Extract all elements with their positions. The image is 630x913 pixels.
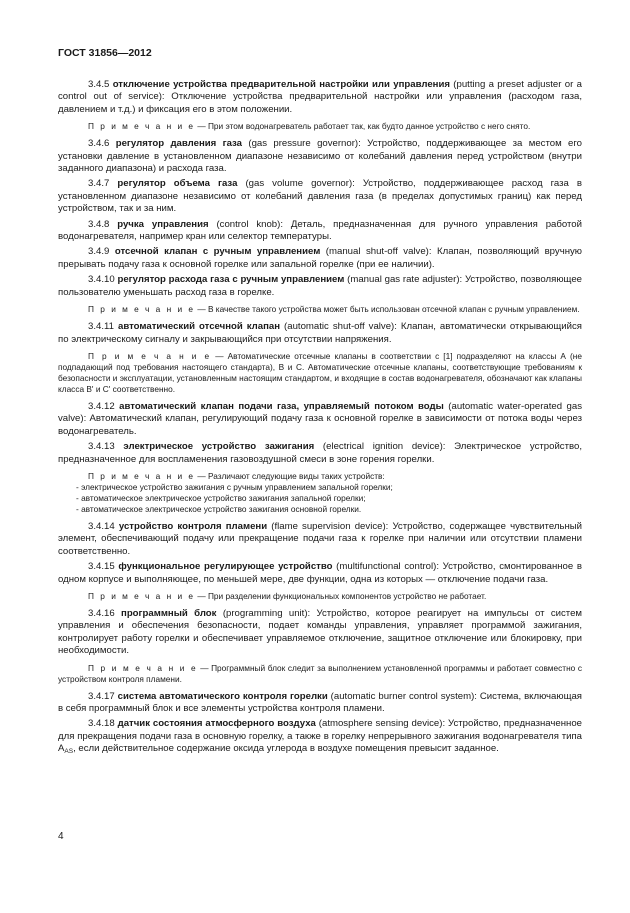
clause-number: 3.4.9 [88, 246, 110, 258]
note-text: — Программный блок следит за выполнением установленной программы и работает совместно с устройством контроля пламени. [58, 662, 582, 684]
clause-number: 3.4.16 [88, 607, 115, 619]
clause-text: (multifunctional control): Устройство, смонтированное в одном корпусе и выполняющее, по меньшей мере, две функции, одна из которых — отключение подачи газа. [58, 561, 582, 585]
list-item: - электрическое устройство зажигания с ручным управлением запальной горелки; [76, 481, 393, 492]
clause-number: 3.4.17 [88, 690, 115, 702]
note-label: П р и м е ч а н и е [88, 662, 198, 673]
clause-number: 3.4.8 [88, 218, 110, 230]
page-number: 4 [58, 831, 64, 842]
clause-3-4-12 [58, 401, 582, 438]
clause-3-4-15 [58, 561, 582, 586]
clause-number: 3.4.7 [88, 178, 110, 190]
note-text: — Различают следующие виды таких устройств: [195, 470, 385, 481]
clause-text: (automatic shut-off valve): Клапан, автоматически открывающийся по электрическому сигналу и закрывающийся при отсутствии напряжения. [58, 321, 583, 345]
clause-number: 3.4.13 [88, 441, 115, 453]
clause-text: (programming unit): Устройство, которое реагирует на импульсы от систем управления и обеспечения безопасности, подает команды управления, управляет программой зажигания, контролирует работу горелки и обеспечивает управляемое отключение, защитное отключение или блокировку, при необходимости. [58, 607, 583, 657]
subscript: AS [64, 748, 74, 756]
clause-3-4-5 [58, 79, 582, 116]
clause-term: автоматический отсечной клапан [117, 321, 281, 333]
clause-text: (putting a preset adjuster or a control out of service): Отключение устройства предварительной настройки или управления (расходом газа, давлением и т.д.) и фиксация его в этом положении. [58, 79, 582, 115]
clause-3-4-8 [58, 219, 582, 244]
clause-term: функциональное регулирующее устройство [118, 561, 333, 573]
note-label: П р и м е ч а н и е [88, 350, 212, 361]
note-label: П р и м е ч а н и е [88, 590, 196, 601]
clause-term: система автоматического контроля горелки [117, 690, 328, 702]
clause-text: (atmosphere sensing device): Устройство, предназначенное для прекращения подачи газа в основную горелку, а также в горелку непрерывного зажигания водонагревателя типа A [58, 718, 583, 755]
clause-term: регулятор объема газа [117, 178, 238, 190]
clause-3-4-13 [58, 441, 582, 466]
clause-text: (control knob): Деталь, предназначенная для ручного управления работой водонагревателя, например кран или селектор температуры. [58, 218, 582, 243]
clause-3-4-10 [58, 274, 582, 299]
clause-term: регулятор расхода газа с ручным управлением [117, 274, 345, 286]
clause-text: (manual gas rate adjuster): Устройство, позволяющее пользователю уменьшать расход газа в горелке. [58, 274, 582, 298]
note-list [58, 482, 582, 515]
clause-term: регулятор давления газа [115, 138, 243, 150]
clause-number: 3.4.18 [88, 718, 115, 730]
clause-number: 3.4.5 [88, 79, 110, 90]
note-label: П р и м е ч а н и е [88, 304, 196, 315]
clause-3-4-6 [58, 138, 582, 175]
note-text: — При разделении функциональных компонентов устройство не работает. [195, 590, 487, 601]
document-body [58, 79, 582, 762]
clause-number: 3.4.15 [88, 561, 115, 573]
clause-term: автоматический клапан подачи газа, управляемый потоком воды [119, 400, 444, 412]
note-text: — В качестве такого устройства может быть использован отсечной клапан с ручным управлением. [195, 304, 580, 315]
clause-term: отсечной клапан с ручным управлением [114, 246, 321, 258]
clause-text: (automatic burner control system): Система, включающая в себя программный блок и все элементы устройства контроля пламени. [58, 690, 583, 714]
note-3-4-10 [58, 304, 582, 315]
clause-text: (electrical ignition device): Электрическое устройство, предназначенное для воспламенения газовоздушной смеси в зоне горения горелки. [58, 441, 582, 465]
clause-number: 3.4.11 [88, 321, 114, 333]
note-label: П р и м е ч а н и е [88, 121, 196, 132]
clause-3-4-17 [58, 691, 582, 716]
clause-text: (automatic water-operated gas valve): Автоматический клапан, регулирующий подачу газа к основной горелке в зависимости от потока воды через водонагреватель. [58, 400, 582, 437]
clause-term: электрическое устройство зажигания [123, 441, 315, 453]
clause-3-4-9 [58, 246, 582, 271]
clause-number: 3.4.14 [88, 520, 115, 532]
clause-3-4-16 [58, 608, 582, 658]
note-label: П р и м е ч а н и е [88, 470, 196, 481]
clause-3-4-11 [58, 321, 582, 346]
clause-number: 3.4.12 [88, 400, 115, 412]
document-header: ГОСТ 31856—2012 [58, 47, 152, 59]
note-3-4-15 [58, 591, 582, 602]
clause-text: (gas pressure governor): Устройство, поддерживающее за местом его установки давление в установленном диапазоне независимо от колебаний давления перед устройством (внутри заданного диапазона) и расхода газа. [58, 138, 582, 175]
clause-text: , если действительное содержание оксида углерода в воздухе помещения превысит заданное. [73, 743, 499, 755]
note-3-4-16 [58, 663, 582, 685]
clause-term: устройство контроля пламени [118, 520, 268, 532]
clause-number: 3.4.10 [88, 274, 115, 286]
clause-term: отключение устройства предварительной настройки или управления [112, 79, 450, 90]
clause-3-4-14 [58, 521, 582, 558]
clause-text: (manual shut-off valve): Клапан, позволяющий вручную прерывать подачу газа к основной горелке или запальной горелке (при ее наличии). [58, 246, 582, 270]
clause-term: ручка управления [117, 218, 209, 230]
list-item: - автоматическое электрическое устройство зажигания запальной горелки; [76, 492, 366, 503]
clause-3-4-18 [58, 718, 582, 758]
clause-text: (flame supervision device): Устройство, содержащее чувствительный элемент, обеспечивающий подачу или прекращение подачи газа к горелке при наличии или отсутствии пламени соответственно. [58, 520, 582, 557]
clause-term: программный блок [121, 607, 217, 619]
clause-3-4-7 [58, 178, 582, 215]
note-3-4-13 [58, 471, 582, 482]
note-3-4-5 [58, 121, 582, 132]
clause-text: (gas volume governor): Устройство, поддерживающее расход газа в установленном диапазоне независимо от колебаний давления газа (в пределах допустимых границ) как перед устройством, так и за ним. [58, 178, 582, 215]
note-text: — При этом водонагреватель работает так, как будто данное устройство с него снято. [195, 121, 531, 132]
clause-term: датчик состояния атмосферного воздуха [117, 718, 316, 730]
note-text: — Автоматические отсечные клапаны в соответствии с [1] подразделяют на классы А (не подпадающий под требования настоящего стандарта), В и С. Автоматические отсечные клапаны, соответствующие требованиям к безопасности и эксплуатации, установленным настоящим стандартом, и входящие в состав водонагревателя, обозначают как клапаны класса В' и С' соответственно. [58, 350, 582, 394]
clause-number: 3.4.6 [88, 138, 110, 150]
note-3-4-11 [58, 351, 582, 395]
list-item: - автоматическое электрическое устройство зажигания основной горелки. [76, 503, 362, 514]
